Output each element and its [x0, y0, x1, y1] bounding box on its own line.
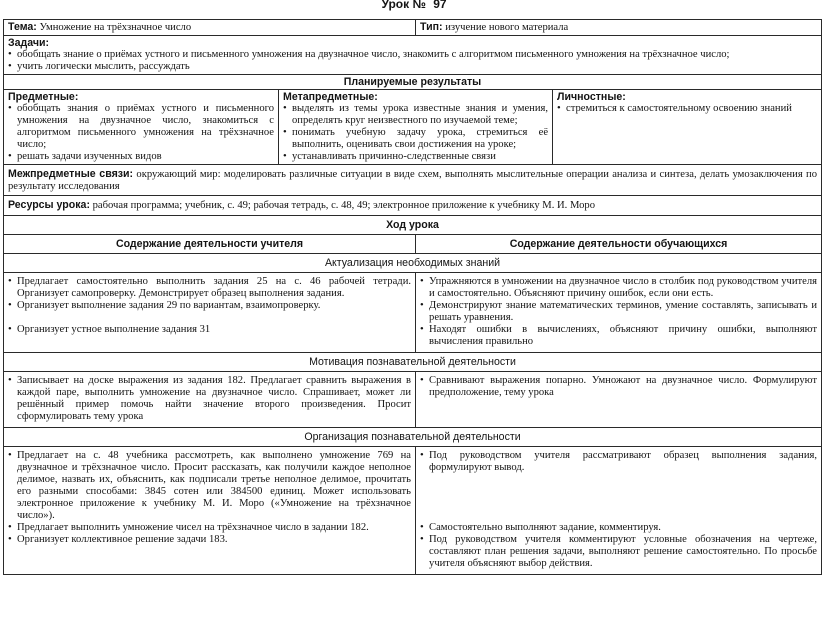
section-title-row: [4, 428, 822, 447]
task-item: • учить логически мыслить, рассуждать: [8, 61, 817, 73]
teacher-activity-list: [8, 450, 411, 546]
lesson-title: [0, 0, 824, 11]
teacher-activity-item: • Предлагает самостоятельно выполнить задания 25 на с. 46 рабочей тетради. Организует самопроверку. Демонстрирует образец выполнения задания.: [8, 276, 411, 300]
teacher-activity-item: • Предлагает выполнить умножение чисел на трёхзначное число в задании 182.: [8, 522, 411, 534]
student-activity-item: • Сравнивают выражения попарно. Умножают на двузначное число. Формулируют предположение, тему урока: [420, 375, 817, 399]
teacher-activity-list: [8, 276, 411, 336]
student-activity-item: • Под руководством учителя рассматривают образец выполнения задания, формулируют вывод.: [420, 450, 817, 474]
subject-result-item: • обобщать знания о приёмах устного и письменного умножения на двузначное число, знакомиться с алгоритмом письменного умножения на трёхзначное число;: [8, 103, 274, 151]
section-title-row: [4, 254, 822, 273]
resources-row: [4, 196, 822, 216]
student-activity-item: • Находят ошибки в вычислениях, объясняют причину ошибки, выполняют вычисления правильно: [420, 324, 817, 348]
course-title-row: [4, 216, 822, 235]
planned-results-row: [4, 90, 822, 165]
personal-results-list: [557, 103, 817, 115]
type-cell: [416, 20, 822, 36]
resources-value: рабочая программа; учебник, с. 49; рабочая тетрадь, с. 48, 49; электронное приложение к учебнику М. И. Моро: [92, 200, 595, 211]
lesson-label: Урок №: [381, 0, 426, 11]
tasks-label: Задачи:: [8, 37, 50, 49]
teacher-activity-item: • Организует выполнение задания 29 по вариантам, взаимопроверку.: [8, 300, 411, 312]
section-content-row: [4, 447, 822, 575]
topic-value: Умножение на трёхзначное число: [39, 22, 192, 33]
section-title: Мотивация познавательной деятельности: [4, 353, 822, 372]
teacher-activity-item: • Записывает на доске выражения из задания 182. Предлагает сравнить выражения в каждой паре, выполнить умножение на двузначное число. Спрашивает, может ли решённый пример помочь найти значение второго произведения. Просит сформулировать тему урока: [8, 375, 411, 423]
section-content-row: [4, 372, 822, 428]
teacher-activity-item: • Организует коллективное решение задачи 183.: [8, 534, 411, 546]
student-activity-cell: [416, 372, 822, 428]
tasks-list: [8, 49, 817, 73]
teacher-activity-item: • Предлагает на с. 48 учебника рассмотреть, как выполнено умножение 769 на двузначное и трёхзначное число. Просит рассказать, как получили каждое неполное делимое, назвать их, объяснить, как подписали третье неполное делимое, прочитать его разными способами: 3845 сотен или 384500 единиц. Может использовать электронное приложение к учебнику М. И. Моро («Умножение на трёхзначное число»).: [8, 450, 411, 522]
teacher-activity-cell: [4, 372, 416, 428]
topic-row: [4, 20, 822, 36]
topic-label: Тема:: [8, 21, 37, 33]
student-activity-cell: [416, 447, 822, 575]
section-title-row: [4, 353, 822, 372]
student-activity-item: • Демонстрируют знание математических терминов, умение составлять, записывать и решать уравнения.: [420, 300, 817, 324]
subject-results-cell: [4, 90, 279, 165]
planned-results-title: Планируемые результаты: [4, 75, 822, 90]
meta-result-item: • устанавливать причинно-следственные связи: [283, 151, 548, 163]
lesson-plan-table: [3, 19, 822, 575]
student-activity-item: • Упражняются в умножении на двузначное число в столбик под руководством учителя и самостоятельно. Объясняют причину ошибок, если они есть.: [420, 276, 817, 300]
student-column-header: Содержание деятельности обучающихся: [416, 235, 822, 254]
student-activity-item: • Под руководством учителя комментируют условные обозначения на чертеже, составляют план решения задачи, выполняют решение самостоятельно. По просьбе учителя объясняют выбор действия.: [420, 534, 817, 570]
student-activity-cell: [416, 273, 822, 353]
type-label: Тип:: [420, 21, 443, 33]
student-activity-item: • Самостоятельно выполняют задание, комментируя.: [420, 522, 817, 534]
planned-results-title-row: [4, 75, 822, 90]
teacher-activity-cell: [4, 447, 416, 575]
teacher-activity-item: • Организует устное выполнение задания 31: [8, 324, 411, 336]
meta-result-item: • выделять из темы урока известные знания и умения, определять круг неизвестного по изучаемой теме;: [283, 103, 548, 127]
resources-label: Ресурсы урока:: [8, 199, 90, 211]
section-title: Организация познавательной деятельности: [4, 428, 822, 447]
tasks-cell: [4, 36, 822, 75]
personal-result-item: • стремиться к самостоятельному освоению знаний: [557, 103, 817, 115]
section-content-row: [4, 273, 822, 353]
course-title: Ход урока: [4, 216, 822, 235]
personal-results-label: Личностные:: [557, 91, 626, 103]
subject-results-list: [8, 103, 274, 163]
student-activity-list: [420, 450, 817, 570]
subject-results-label: Предметные:: [8, 91, 79, 103]
interdisciplinary-cell: [4, 165, 822, 196]
student-activity-list: [420, 276, 817, 348]
meta-results-cell: [279, 90, 553, 165]
teacher-activity-cell: [4, 273, 416, 353]
meta-results-list: [283, 103, 548, 163]
resources-cell: [4, 196, 822, 216]
tasks-row: [4, 36, 822, 75]
type-value: изучение нового материала: [445, 22, 569, 33]
lesson-number: 97: [433, 0, 447, 11]
topic-cell: [4, 20, 416, 36]
section-title: Актуализация необходимых знаний: [4, 254, 822, 273]
interdisciplinary-label: Межпредметные связи:: [8, 168, 134, 180]
personal-results-cell: [553, 90, 822, 165]
meta-result-item: • понимать учебную задачу урока, стремиться её выполнить, оценивать свои достижения на уроке;: [283, 127, 548, 151]
subject-result-item: • решать задачи изученных видов: [8, 151, 274, 163]
meta-results-label: Метапредметные:: [283, 91, 378, 103]
interdisciplinary-row: [4, 165, 822, 196]
task-item: • обобщать знание о приёмах устного и письменного умножения на двузначное число, знакомить с алгоритмом письменного умножения на трёхзначное число;: [8, 49, 817, 61]
teacher-column-header: Содержание деятельности учителя: [4, 235, 416, 254]
student-activity-list: [420, 375, 817, 399]
interdisciplinary-value: окружающий мир: моделировать различные ситуации в виде схем, выполнять мыслительные операции анализа и синтеза, делать умозаключения по результату исследования: [8, 169, 818, 192]
course-columns-row: [4, 235, 822, 254]
teacher-activity-list: [8, 375, 411, 423]
